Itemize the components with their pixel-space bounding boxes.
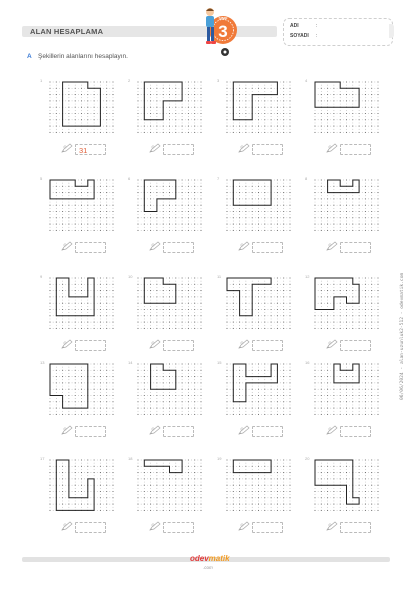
answer-box[interactable]: 31 [75, 144, 106, 155]
pencil-icon [326, 143, 338, 153]
exercise-card [40, 360, 133, 445]
badge-label: SINIF [218, 16, 228, 21]
exercise-number: 9 [40, 274, 43, 279]
pencil-icon [61, 143, 73, 153]
exercise-card [217, 456, 310, 541]
pencil-icon [61, 425, 73, 435]
dot-grid-shape [136, 362, 203, 416]
exercise-card [305, 274, 395, 359]
area-shape [144, 180, 176, 212]
exercise-number: 19 [217, 456, 222, 461]
dot-grid-shape [225, 178, 292, 232]
dot-grid-shape [225, 458, 292, 512]
answer-box[interactable] [75, 340, 106, 351]
answer-box[interactable] [75, 522, 106, 533]
dot-grid-shape [136, 276, 203, 330]
area-shape [328, 180, 360, 193]
answer-box[interactable] [75, 426, 106, 437]
pencil-icon [326, 425, 338, 435]
exercise-card [128, 456, 218, 541]
exercise-number: 5 [40, 176, 43, 181]
dot-grid-shape [313, 276, 380, 330]
exercise-number: 10 [128, 274, 133, 279]
dot-grid-shape [48, 276, 115, 330]
exercise-number: 20 [305, 456, 310, 461]
pencil-icon [238, 339, 250, 349]
pencil-icon [149, 143, 161, 153]
side-watermark: 06/06/2024 - alan-uzunluk2-512 - odevmatik.com [400, 272, 405, 400]
area-shape [56, 278, 94, 316]
exercise-number: 16 [305, 360, 310, 365]
area-shape [144, 82, 182, 120]
exercise-card [128, 78, 218, 163]
exercise-card [217, 78, 307, 163]
dot-grid-shape [225, 80, 292, 134]
exercise-card [40, 78, 130, 163]
exercise-card [40, 456, 133, 541]
dot-grid-shape [48, 458, 115, 512]
exercise-card [217, 176, 307, 261]
logo-part-a: odev [190, 554, 209, 563]
exercise-card [305, 78, 395, 163]
grade-badge [195, 6, 245, 58]
dot-grid-shape [313, 362, 380, 416]
exercise-number: 14 [128, 360, 133, 365]
exercise-card [128, 274, 218, 359]
name-label: ADI [290, 23, 299, 29]
answer-box[interactable] [252, 242, 283, 253]
exercise-card [305, 456, 395, 541]
exercise-number: 1 [40, 78, 43, 83]
pencil-icon [61, 339, 73, 349]
answer-box[interactable] [252, 426, 283, 437]
area-shape [144, 460, 182, 473]
dot-grid-shape [313, 458, 380, 512]
dot-grid-shape [48, 80, 115, 134]
answer-box[interactable] [163, 522, 194, 533]
answer-box[interactable] [340, 426, 371, 437]
exercise-card [128, 360, 218, 445]
answer-box[interactable] [340, 522, 371, 533]
dot-grid-shape [136, 80, 203, 134]
exercise-card [305, 176, 395, 261]
dot-grid-shape [48, 362, 115, 416]
student-info-box [283, 18, 393, 46]
pencil-icon [149, 521, 161, 531]
dot-grid-shape [313, 80, 380, 134]
exercise-number: 12 [305, 274, 310, 279]
worksheet-title: ALAN HESAPLAMA [30, 27, 104, 36]
exercise-number: 3 [217, 78, 220, 83]
exercise-card [217, 274, 310, 359]
exercise-number: 2 [128, 78, 131, 83]
answer-box[interactable] [340, 242, 371, 253]
answer-box[interactable] [252, 144, 283, 155]
pencil-icon [238, 521, 250, 531]
dot-grid-shape [313, 178, 380, 232]
exercise-number: 13 [40, 360, 45, 365]
answer-box[interactable] [340, 340, 371, 351]
name-colon: : [316, 23, 318, 29]
pencil-icon [238, 425, 250, 435]
dot-grid-shape [136, 178, 203, 232]
pencil-icon [326, 241, 338, 251]
answer-box[interactable] [163, 340, 194, 351]
pencil-icon [149, 339, 161, 349]
logo-part-b: matik [208, 554, 230, 563]
pencil-icon [149, 241, 161, 251]
exercise-number: 7 [217, 176, 220, 181]
exercise-number: 17 [40, 456, 45, 461]
footer-domain: .com [203, 565, 213, 570]
exercise-card [305, 360, 395, 445]
answer-box[interactable] [163, 144, 194, 155]
pencil-icon [149, 425, 161, 435]
dot-grid-shape [48, 178, 115, 232]
surname-label: SOYADI [290, 33, 309, 39]
answer-box[interactable] [340, 144, 371, 155]
answer-box[interactable] [252, 522, 283, 533]
dot-grid-shape [225, 276, 292, 330]
exercise-number: 4 [305, 78, 308, 83]
exercise-card [128, 176, 218, 261]
exercise-number: 15 [217, 360, 222, 365]
dot-grid-shape [225, 362, 292, 416]
pencil-icon [238, 241, 250, 251]
pencil-icon [326, 339, 338, 349]
pencil-icon [61, 241, 73, 251]
exercise-number: 8 [305, 176, 308, 181]
info-tab [389, 24, 394, 38]
answer-box[interactable] [75, 242, 106, 253]
footer-logo [190, 554, 230, 563]
exercise-card [40, 176, 130, 261]
exercise-card [217, 360, 310, 445]
answer-box[interactable] [163, 426, 194, 437]
pencil-icon [238, 143, 250, 153]
exercise-number: 11 [217, 274, 222, 279]
badge-number: 3 [218, 22, 228, 41]
instruction-letter: A [27, 53, 32, 60]
pencil-icon [326, 521, 338, 531]
exercise-card [40, 274, 133, 359]
answer-box[interactable] [163, 242, 194, 253]
instruction-text: Şekillerin alanlarını hesaplayın. [38, 53, 128, 60]
answer-box[interactable] [252, 340, 283, 351]
pencil-icon [61, 521, 73, 531]
exercise-number: 6 [128, 176, 131, 181]
dot-grid-shape [136, 458, 203, 512]
exercise-number: 18 [128, 456, 133, 461]
surname-colon: : [316, 33, 318, 39]
